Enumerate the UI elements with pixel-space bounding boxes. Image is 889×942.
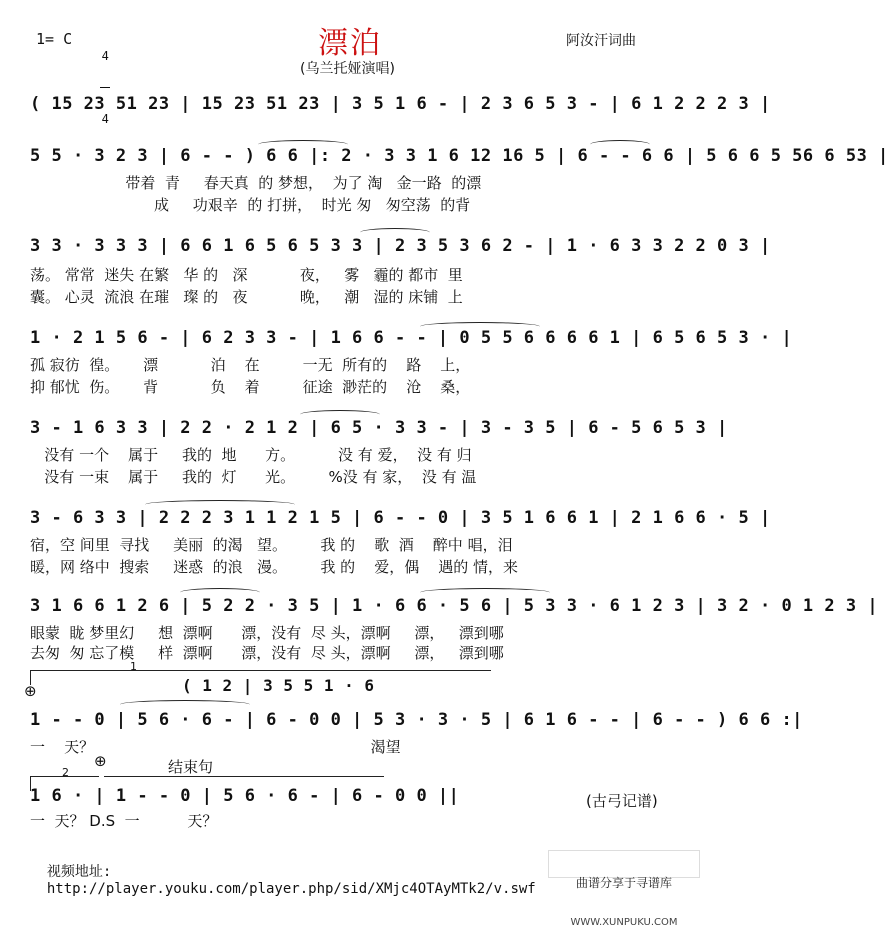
ending-two-label: 2 — [62, 766, 69, 779]
notation-line-5: 3 - 1 6 3 3 | 2 2 · 2 1 2 | 6 5 · 3 3 - | 3 - 3 5 | 6 - 5 6 5 3 | — [30, 418, 728, 438]
footer-line-1: 曲谱分享于寻谱库 — [575, 876, 672, 890]
watermark-footer — [548, 850, 700, 928]
notation-line-4: 1 · 2 1 5 6 - | 6 2 3 3 - | 1 6 6 - - | 0 5 5 6 6 6 6 1 | 6 5 6 5 3 · | — [30, 328, 793, 348]
ending-phrase-label: 结束句 — [168, 758, 214, 776]
lyric-line-4-2: 抑 郁忧 伤。 背 负 着 征途 渺茫的 沧 桑， — [30, 378, 471, 396]
video-link[interactable] — [30, 845, 536, 897]
notation-line-6: 3 - 6 3 3 | 2 2 2 3 1 1 2 1 5 | 6 - - 0 | 3 5 1 6 6 1 | 2 1 6 6 · 5 | — [30, 508, 771, 528]
transcriber-credit: (古弓记谱) — [586, 792, 658, 810]
notation-line-2: 5 5 · 3 2 3 | 6 - - ) 6 6 |: 2 · 3 3 1 6 12 16 5 | 6 - - 6 6 | 5 6 6 5 56 6 53 | — [30, 146, 889, 166]
lyric-line-6-2: 暖，网 络中 搜索 迷惑 的浪 漫。 我 的 爱，偶 遇的 情，来 — [30, 558, 519, 576]
notation-line-1: ( 15 23 51 23 | 15 23 51 23 | 3 5 1 6 - | 2 3 6 5 3 - | 6 1 2 2 2 3 | — [30, 94, 771, 114]
coda-symbol-1: ⊕ — [24, 682, 37, 700]
author: 阿汝汗词曲 — [566, 33, 636, 49]
footer-line-2: WWW.XUNPUKU.COM — [570, 917, 678, 928]
ending-one-label: 1 — [130, 660, 137, 673]
singer: (乌兰托娅演唱) — [300, 61, 395, 77]
key-signature: 1= C — [36, 30, 73, 48]
notation-line-8: 1 - - 0 | 5 6 · 6 - | 6 - 0 0 | 5 3 · 3 · 5 | 6 1 6 - - | 6 - - ) 6 6 :| — [30, 710, 803, 730]
lyric-line-2-2: 成 功艰辛 的 打拼， 时光 匆 匆空荡 的背 — [30, 196, 471, 214]
lyric-line-5-1: 没有 一个 属于 我的 地 方。 没 有 爱， 没 有 归 — [30, 446, 472, 464]
song-title: 漂泊 — [318, 26, 382, 61]
notation-line-3: 3 3 · 3 3 3 | 6 6 1 6 5 6 5 3 3 | 2 3 5 3 6 2 - | 1 · 6 3 3 2 2 0 3 | — [30, 236, 771, 256]
intro-bracket: ( 1 2 | 3 5 5 1 · 6 — [182, 676, 375, 695]
video-label: 视频地址: — [46, 864, 112, 880]
lyric-line-2-1: 带着 青 春天真 的 梦想， 为了 淘 金一路 的漂 — [30, 174, 482, 192]
lyric-line-9: 一 天？ D.S 一 天？ — [30, 812, 218, 830]
time-signature-bottom: 4 — [101, 112, 109, 126]
lyric-line-8: 一 天？ 渴望 — [30, 738, 401, 756]
notation-line-7: 3 1 6 6 1 2 6 | 5 2 2 · 3 5 | 1 · 6 6 · 5 6 | 5 3 3 · 6 1 2 3 | 3 2 · 0 1 2 3 | — [30, 596, 879, 616]
lyric-line-6-1: 宿，空 间里 寻找 美丽 的渴 望。 我 的 歌 酒 醉中 唱，泪 — [30, 536, 513, 554]
lyric-line-5-2: 没有 一束 属于 我的 灯 光。 %没 有 家， 没 有 温 — [30, 468, 477, 486]
video-url[interactable]: http://player.youku.com/player.php/sid/XMjc4OTAyMTk2/v.swf — [46, 881, 536, 897]
time-signature — [98, 26, 112, 137]
time-signature-top: 4 — [101, 49, 109, 63]
lyric-line-3-2: 囊。 心灵 流浪 在璀 璨 的 夜 晚， 潮 湿的 床铺 上 — [30, 288, 463, 306]
lyric-line-3-1: 荡。 常常 迷失 在繁 华 的 深 夜， 雾 霾的 都市 里 — [30, 266, 463, 284]
coda-symbol-2: ⊕ — [94, 752, 107, 770]
lyric-line-4-1: 孤 寂彷 徨。 漂 泊 在 一无 所有的 路 上， — [30, 356, 471, 374]
notation-line-9: 1 6 · | 1 - - 0 | 5 6 · 6 - | 6 - 0 0 || — [30, 786, 460, 806]
lyric-line-7-1: 眼蒙 眬 梦里幻 想 漂啊 漂，没有 尽 头，漂啊 漂， 漂到哪 — [30, 624, 504, 642]
lyric-line-7-2: 去匆 匆 忘了模 样 漂啊 漂，没有 尽 头，漂啊 漂， 漂到哪 — [30, 644, 504, 662]
